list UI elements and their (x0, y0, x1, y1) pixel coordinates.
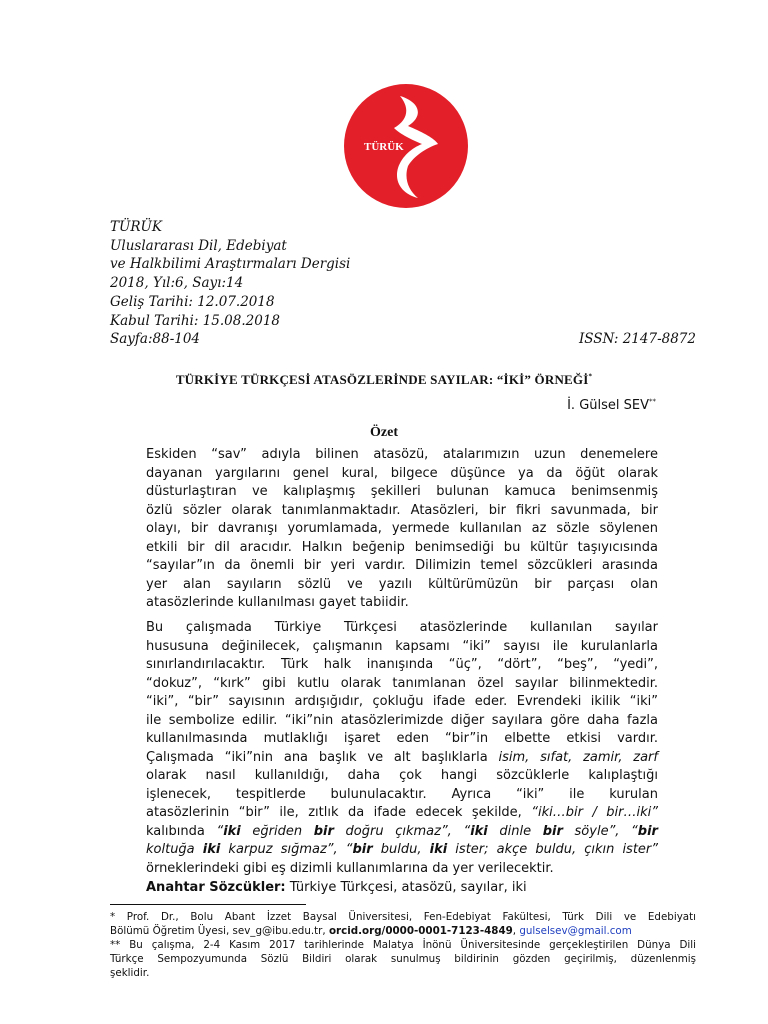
email-link[interactable]: gulselsev@gmail.com (519, 925, 632, 937)
keywords-label: Anahtar Sözcükler: (146, 880, 286, 895)
paragraph-line: dayanan yargılarını genel kural, bilgece düşünce ya da öğüt olarak (146, 465, 658, 481)
logo-text: TÜRÜK (364, 141, 404, 153)
paragraph-line: Eskiden “sav” adıyla bilinen atasözü, atalarımızın uzun denemelere (146, 447, 658, 462)
accepted-date: Kabul Tarihi: 15.08.2018 (110, 312, 281, 329)
received-date: Geliş Tarihi: 12.07.2018 (110, 293, 275, 310)
footnotes (110, 910, 696, 980)
paragraph-line: “dokuz”, “kırk” gibi kutlu olarak tanımlanan özel sayılar bilinmektedir. (146, 675, 658, 691)
paragraph-line: ile sembolize edilir. “iki”nin atasözlerimizde diğer sayılara göre daha fazla (146, 712, 658, 728)
paragraph-line: sınırlandırılacaktır. Türk halk inanışında “üç”, “dört”, “beş”, “yedi”, (146, 657, 658, 672)
journal-subtitle-2: ve Halkbilimi Araştırmaları Dergisi (110, 256, 351, 273)
word-classes: isim, sıfat, zamir, zarf (498, 749, 658, 765)
paragraph-line: Bu çalışmada Türkiye Türkçesi atasözlerinde kullanılan sayılar (146, 620, 658, 635)
paragraph-line: Çalışmada “iki”nin ana başlık ve alt başlıklarla isim, sıfat, zamir, zarf (146, 749, 658, 765)
paragraph-line: kullanılmasında mutlaklığı işaret eden “bir”in elbette etkisi vardır. (146, 731, 658, 746)
paragraph-line: “iki”, “bir” sayısının ardışığıdır, çokluğu ifade eder. Evrendeki ikilik “iki” (146, 694, 658, 709)
abstract-paragraph-2 (146, 619, 658, 878)
paragraph-line (146, 841, 658, 860)
proverb-examples: koltuğa iki karpuz sığmaz”, “bir buldu, iki ister; akçe buldu, çıkın ister” (146, 842, 659, 857)
journal-header (110, 218, 696, 349)
paragraph-line: olarak nasıl kullanıldığı, daha çok hangi sözcüklerle kalıplaştığı (146, 768, 658, 783)
keywords-list: Türkiye Türkçesi, atasözü, sayılar, iki (285, 880, 527, 895)
paragraph-line: hususuna değinilecek, çalışmanın kapsamı “iki” sayısı ile kurulanlarla (146, 638, 658, 654)
journal-subtitle-1: Uluslararası Dil, Edebiyat (110, 237, 287, 254)
pattern-example: “iki…bir / bir…iki” (531, 805, 659, 820)
footnote-2-line: şeklidir. (110, 967, 150, 979)
paragraph-line: kalıbında “iki eğriden bir doğru çıkmaz”, “iki dinle bir söyle”, “bir (146, 823, 658, 839)
title-footnote-mark: * (588, 372, 593, 381)
journal-volume: 2018, Yıl:6, Sayı:14 (110, 275, 244, 292)
paragraph-line: örneklerindeki gibi eş dizimli kullanımlarına da yer verilecektir. (146, 860, 554, 876)
footnote-1-line: * Prof. Dr., Bolu Abant İzzet Baysal Üniversitesi, Fen-Edebiyat Fakültesi, Türk Dili ve Edebiyatı (110, 911, 696, 923)
author-footnote-mark: ** (649, 397, 656, 406)
paragraph-line: düsturlaştıran ve kalıplaşmış şekilleri bulunan kamuca benimsenmiş (146, 484, 658, 499)
issn: ISSN: 2147-8872 (578, 331, 696, 348)
abstract-heading: Özet (370, 425, 398, 440)
page-range: Sayfa:88-104 (110, 331, 201, 348)
footnote-divider (110, 904, 306, 905)
orcid-link[interactable]: orcid.org/0000-0001-7123-4849 (328, 925, 513, 937)
footnote-1-line: Bölümü Öğretim Üyesi, sev_g@ibu.edu.tr, orcid.org/0000-0001-7123-4849, gulselsev@gmail.com (110, 925, 632, 937)
paragraph-line: olayı, bir davranışı yorumlamada, yermede kullanılan az sözle söylenen (146, 521, 658, 536)
paragraph-line: özlü sözler olarak tanımlanmaktadır. Atasözleri, bir fikri savunmada, bir (146, 502, 658, 518)
article-author: İ. Gülsel SEV** (567, 397, 656, 413)
footnote-2-line: ** Bu çalışma, 2-4 Kasım 2017 tarihlerinde Malatya İnönü Üniversitesinde gerçekleştirilen Dünya Dili (110, 939, 696, 951)
journal-name: TÜRÜK (110, 219, 163, 235)
abstract-paragraph-1 (146, 446, 658, 613)
paragraph-line: yer alan sayıların sözlü ve yazılı kültürümüzün bir parçası olan (146, 576, 658, 592)
footnote-2-line: Türkçe Sempozyumunda Sözlü Bildiri olarak sunulmuş bildirinin gözden geçirilmiş, düzenlenmiş (110, 953, 696, 965)
journal-logo (342, 82, 470, 210)
paragraph-line: atasözlerinde kullanılması gayet tabiidir. (146, 595, 409, 610)
keywords (146, 879, 658, 898)
paragraph-line: atasözlerinin “bir” ile, zıtlık da ifade edecek şekilde, “iki…bir / bir…iki” (146, 805, 659, 820)
article-title: TÜRKİYE TÜRKÇESİ ATASÖZLERİNDE SAYILAR: “İKİ” ÖRNEĞİ* (175, 372, 593, 387)
proverb-examples: “iki eğriden bir doğru çıkmaz”, “iki dinle bir söyle”, “bir (216, 823, 658, 839)
paragraph-line: etkili bir dil aracıdır. Halkın beğenip benimsediği bu kültür taşıyıcısında (146, 539, 658, 555)
paragraph-line: işlenecek, tespitlerde bulunulacaktır. Ayrıca “iki” ile kurulan (146, 786, 658, 802)
paragraph-line: “sayılar”ın da önemli bir yeri vardır. Dilimizin temel sözcükleri arasında (146, 558, 658, 573)
